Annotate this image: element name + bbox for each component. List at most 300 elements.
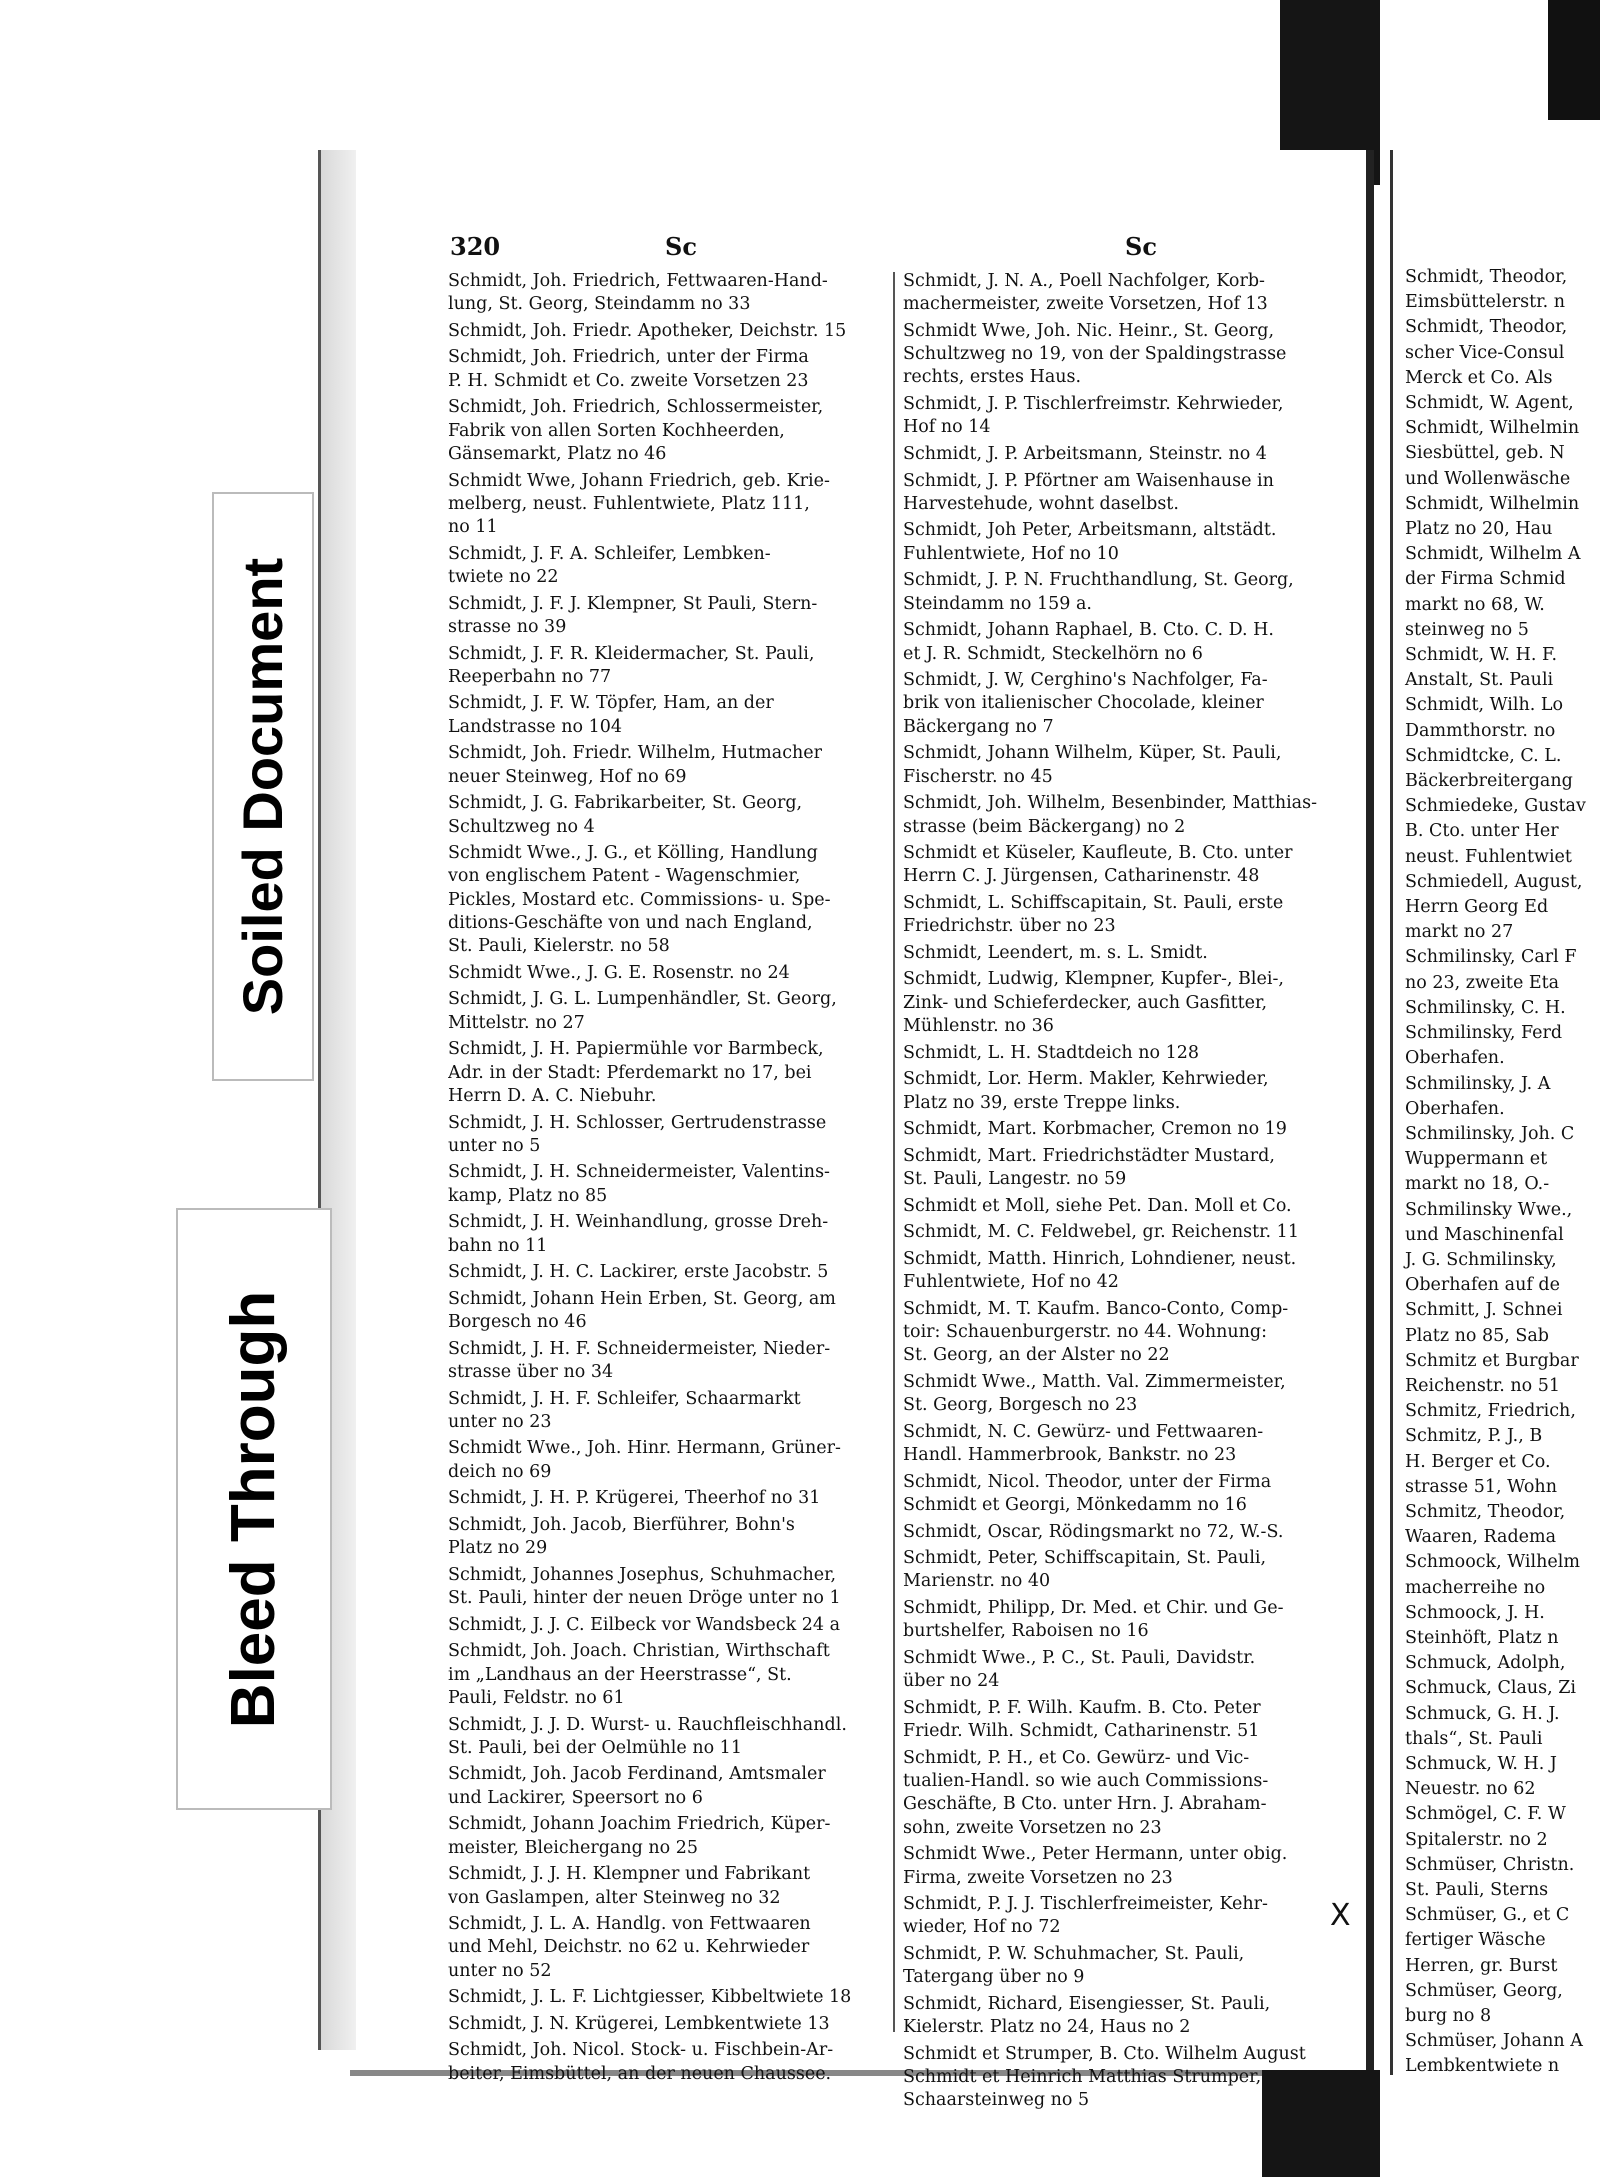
right-page-line: Schmoock, J. H. [1405, 1602, 1545, 1623]
directory-entry [448, 692, 880, 739]
entry-line: neuer Steinweg, Hof no 69 [448, 766, 687, 787]
right-page-line: Schmidt, W. Agent, [1405, 393, 1574, 414]
directory-entry [903, 968, 1343, 1038]
entry-line: Schmidt, Joh. Friedrich, Schlossermeister, [448, 397, 824, 418]
right-page-line: der Firma Schmid [1405, 569, 1566, 590]
directory-entry [903, 892, 1343, 939]
entry-line: und Lackirer, Speersort no 6 [448, 1787, 703, 1808]
entry-line: Schmidt, J. H. F. Schleifer, Schaarmarkt [448, 1388, 801, 1409]
directory-entry [448, 1388, 880, 1435]
right-page-line: Schmitt, J. Schnei [1405, 1300, 1563, 1321]
directory-entry [903, 619, 1343, 666]
directory-entry [448, 1763, 880, 1810]
entry-line: Schmidt, Johannes Josephus, Schuhmacher, [448, 1564, 837, 1585]
directory-entry [448, 1038, 880, 1108]
entry-line: unter no 23 [448, 1411, 552, 1432]
entry-line: St. Pauli, hinter der neuen Dröge unter no 1 [448, 1588, 841, 1609]
entry-line: Schmidt et Küseler, Kaufleute, B. Cto. unter [903, 843, 1293, 864]
right-page-line: Lembkentwiete n [1405, 2056, 1560, 2077]
entry-line: strasse über no 34 [448, 1362, 614, 1382]
entry-line: Schmidt, Joh. Jacob, Bierführer, Bohn's [448, 1514, 795, 1535]
directory-entry [903, 792, 1343, 839]
entry-line: Schmidt, Nicol. Theodor, unter der Firma [903, 1471, 1272, 1492]
right-page-line: Schmüser, Johann A [1405, 2031, 1583, 2052]
entry-line: Schmidt, P. F. Wilh. Kaufm. B. Cto. Peter [903, 1697, 1261, 1718]
directory-entry [448, 1288, 880, 1335]
directory-entry [903, 1521, 1343, 1544]
directory-entry [448, 1913, 880, 1983]
directory-entry [448, 396, 880, 466]
entry-line: Kielerstr. Platz no 24, Haus no 2 [903, 2017, 1191, 2038]
right-page-line: Schmidt, Wilhelmin [1405, 493, 1580, 514]
entry-line: toir: Schauenburgerstr. no 44. Wohnung: [903, 1322, 1268, 1342]
directory-entry [448, 1261, 880, 1284]
entry-line: Schmidt, J. H. Schlosser, Gertrudenstrasse [448, 1112, 827, 1133]
bleed-through-label: Bleed Through [219, 1290, 289, 1728]
right-page-line: Schmuck, Adolph, [1405, 1653, 1566, 1674]
book-edge-top-right [1548, 0, 1600, 120]
entry-line: Handl. Hammerbrook, Bankstr. no 23 [903, 1445, 1237, 1466]
entry-line: Schmidt, Johann Raphael, B. Cto. C. D. H. [903, 620, 1274, 641]
entry-line: Schmidt, Joh. Joach. Christian, Wirthschaft [448, 1641, 830, 1662]
entry-line: Schmidt, J. H. P. Krügerei, Theerhof no 31 [448, 1488, 821, 1509]
entry-line: St. Georg, Borgesch no 23 [903, 1395, 1138, 1416]
entry-line: von englischem Patent - Wagenschmier, [448, 866, 801, 887]
entry-line: Schmidt, J. W, Cerghino's Nachfolger, Fa- [903, 670, 1268, 691]
right-page-line: Schmidt, Wilhelm A [1405, 544, 1581, 565]
entry-line: Schmidt, Lor. Herm. Makler, Kehrwieder, [903, 1069, 1269, 1090]
entry-line: no 11 [448, 517, 498, 538]
directory-entry [448, 1564, 880, 1611]
entry-line: Schmidt, J. G. Fabrikarbeiter, St. Georg, [448, 793, 803, 814]
right-page-line: J. G. Schmilinsky, [1405, 1249, 1557, 1270]
right-page-line: Oberhafen auf de [1405, 1275, 1560, 1296]
directory-entry [903, 1747, 1343, 1840]
entry-line: Schmidt, J. N. A., Poell Nachfolger, Korb- [903, 271, 1265, 291]
right-page-line: Schmitz, Friedrich, [1405, 1401, 1576, 1422]
entry-line: Mittelstr. no 27 [448, 1012, 585, 1033]
directory-entry [903, 1547, 1343, 1594]
directory-entry [448, 2013, 880, 2036]
entry-line: Schmidt, J. P. Tischlerfreimstr. Kehrwieder, [903, 394, 1284, 415]
entry-line: Schmidt, M. T. Kaufm. Banco-Conto, Comp- [903, 1298, 1289, 1319]
entry-line: Schmidt, Joh. Friedr. Wilhelm, Hutmacher [448, 743, 822, 764]
entry-line: Schmidt et Moll, siehe Pet. Dan. Moll et Co. [903, 1195, 1292, 1216]
entry-line: lung, St. Georg, Steindamm no 33 [448, 294, 751, 315]
directory-entry [903, 1647, 1343, 1694]
directory-entry [903, 2043, 1343, 2113]
right-page-line: Schmiedell, August, [1405, 871, 1583, 892]
directory-entry [448, 346, 880, 393]
entry-line: Schmidt, J. P. N. Fruchthandlung, St. Georg, [903, 570, 1294, 591]
entry-line: Schmidt, Philipp, Dr. Med. et Chir. und Ge- [903, 1598, 1284, 1619]
right-page-line: Schmilinsky Wwe., [1405, 1199, 1573, 1220]
right-page-line: no 23, zweite Eta [1405, 972, 1560, 993]
right-page-line: Bäckerbreitergang [1405, 771, 1573, 792]
directory-entry [448, 470, 880, 540]
entry-line: Reeperbahn no 77 [448, 666, 612, 687]
entry-line: Schmidt, Johann Hein Erben, St. Georg, am [448, 1288, 836, 1309]
directory-entry [903, 1471, 1343, 1518]
directory-entry [903, 270, 1343, 317]
entry-line: St. Pauli, bei der Oelmühle no 11 [448, 1737, 742, 1758]
entry-line: strasse no 39 [448, 616, 567, 637]
entry-line: St. Pauli, Langestr. no 59 [903, 1169, 1127, 1190]
directory-entry [903, 1042, 1343, 1065]
directory-entry [903, 1943, 1343, 1990]
entry-line: Schmidt, L. Schiffscapitain, St. Pauli, erste [903, 892, 1284, 913]
directory-entry [903, 669, 1343, 739]
entry-line: Friedr. Wilh. Schmidt, Catharinenstr. 51 [903, 1721, 1260, 1742]
entry-line: Pickles, Mostard etc. Commissions- u. Spe- [448, 889, 831, 910]
entry-line: Schmidt, Joh. Jacob Ferdinand, Amtsmaler [448, 1764, 826, 1785]
right-page-line: Schmitz et Burgbar [1405, 1350, 1579, 1371]
directory-entry [448, 1986, 880, 2009]
entry-line: et J. R. Schmidt, Steckelhörn no 6 [903, 643, 1203, 664]
soiled-document-label: Soiled Document [231, 557, 295, 1016]
entry-line: Schmidt et Strumper, B. Cto. Wilhelm August [903, 2043, 1306, 2064]
column-heading-right: Sc [1125, 232, 1157, 261]
entry-line: Hof no 14 [903, 417, 991, 438]
entry-line: Schmidt, Peter, Schiffscapitain, St. Pauli, [903, 1548, 1267, 1569]
right-page-line: Steinhöft, Platz n [1405, 1627, 1559, 1648]
entry-line: Fabrik von allen Sorten Kochheerden, [448, 420, 785, 441]
right-page-line: St. Pauli, Sterns [1405, 1880, 1549, 1900]
entry-line: Schmidt, Joh. Wilhelm, Besenbinder, Matthias- [903, 793, 1318, 814]
entry-line: Schmidt et Georgi, Mönkedamm no 16 [903, 1494, 1247, 1515]
directory-entry [903, 1195, 1343, 1218]
entry-line: Adr. in der Stadt: Pferdemarkt no 17, bei [448, 1062, 812, 1083]
directory-entry [448, 742, 880, 789]
right-page-line: Neuestr. no 62 [1405, 1779, 1536, 1800]
entry-line: Gänsemarkt, Platz no 46 [448, 443, 667, 464]
directory-entry [448, 2039, 880, 2086]
right-page-line: Oberhafen. [1405, 1098, 1505, 1119]
directory-entry [903, 1221, 1343, 1244]
right-page-line: markt no 68, W. [1405, 594, 1545, 615]
right-page-line: Spitalerstr. no 2 [1405, 1829, 1548, 1850]
entry-line: burtshelfer, Raboisen no 16 [903, 1621, 1149, 1642]
right-page-line: Dammthorstr. no [1405, 720, 1556, 741]
entry-line: St. Pauli, Kielerstr. no 58 [448, 936, 670, 957]
right-page-line: Schmidt, Theodor, [1405, 267, 1568, 287]
bleed-through-tag [176, 1208, 332, 1810]
right-page-line: Schmidt, W. H. F. [1405, 645, 1558, 666]
entry-line: wieder, Hof no 72 [903, 1917, 1061, 1938]
entry-line: Schmidt, P. W. Schuhmacher, St. Pauli, [903, 1943, 1245, 1964]
directory-column-right-page [1405, 265, 1600, 2080]
entry-line: Schmidt, J. F. R. Kleidermacher, St. Pauli, [448, 643, 815, 664]
directory-entry [903, 842, 1343, 889]
directory-entry [903, 1118, 1343, 1141]
right-page-line: markt no 18, O.- [1405, 1174, 1550, 1195]
directory-entry [448, 543, 880, 590]
entry-line: im „Landhaus an der Heerstrasse“, St. [448, 1664, 792, 1685]
right-page-line: Anstalt, St. Pauli [1405, 670, 1554, 691]
directory-entry [903, 1068, 1343, 1115]
directory-entry [903, 1597, 1343, 1644]
entry-line: Firma, zweite Vorsetzen no 23 [903, 1867, 1173, 1888]
directory-entry [903, 519, 1343, 566]
directory-entry [448, 1437, 880, 1484]
directory-entry [903, 393, 1343, 440]
right-page-line: thals“, St. Pauli [1405, 1728, 1543, 1749]
entry-line: Schmidt, J. J. H. Klempner und Fabrikant [448, 1864, 811, 1885]
entry-line: Schmidt, J. F. A. Schleifer, Lembken- [448, 543, 771, 564]
entry-line: Herrn D. A. C. Niebuhr. [448, 1085, 657, 1106]
right-page-line: Schmidt, Wilhelmin [1405, 418, 1580, 439]
entry-line: bahn no 11 [448, 1235, 548, 1256]
entry-line: Harvestehude, wohnt daselbst. [903, 493, 1179, 514]
entry-line: Schmidt, J. J. C. Eilbeck vor Wandsbeck 24 a [448, 1614, 841, 1635]
right-page-line: fertiger Wäsche [1405, 1930, 1546, 1951]
right-page-line: Herren, gr. Burst [1405, 1955, 1558, 1976]
right-page-line: scher Vice-Consul [1405, 342, 1565, 363]
entry-line: Schmidt, Oscar, Rödingsmarkt no 72, W.-S. [903, 1521, 1284, 1542]
directory-entry [903, 1421, 1343, 1468]
right-page-line: Wuppermann et [1405, 1149, 1548, 1170]
directory-entry [448, 1161, 880, 1208]
right-page-line: Schmüser, Georg, [1405, 1980, 1563, 2001]
entry-line: Schmidt Wwe., P. C., St. Pauli, Davidstr. [903, 1647, 1256, 1668]
directory-entry [448, 1714, 880, 1761]
entry-line: Schmidt, P. H., et Co. Gewürz- und Vic- [903, 1747, 1250, 1768]
entry-line: P. H. Schmidt et Co. zweite Vorsetzen 23 [448, 370, 809, 391]
directory-column-middle [903, 270, 1343, 2116]
directory-column-left [448, 270, 880, 2089]
directory-entry [903, 1893, 1343, 1940]
column-heading-left: Sc [665, 232, 697, 261]
entry-line: Schmidt Wwe., Peter Hermann, unter obig. [903, 1844, 1288, 1865]
entry-line: Schultzweg no 19, von der Spaldingstrasse [903, 344, 1287, 365]
entry-line: Schmidt, J. H. C. Lackirer, erste Jacobstr. 5 [448, 1262, 829, 1283]
directory-entry [448, 842, 880, 958]
entry-line: Schmidt, L. H. Stadtdeich no 128 [903, 1042, 1199, 1063]
entry-line: Schultzweg no 4 [448, 816, 595, 837]
directory-entry [448, 1112, 880, 1159]
right-page-line: Waaren, Radema [1405, 1527, 1557, 1548]
right-page-line: Schmüser, G., et C [1405, 1905, 1570, 1926]
directory-entry [448, 643, 880, 690]
entry-line: Schmidt, Joh Peter, Arbeitsmann, altstädt. [903, 520, 1277, 541]
entry-line: Schaarsteinweg no 5 [903, 2090, 1090, 2111]
entry-line: unter no 5 [448, 1135, 541, 1156]
right-page-line: Schmidtcke, C. L. [1405, 745, 1562, 766]
entry-line: Schmidt Wwe., J. G., et Kölling, Handlung [448, 843, 818, 864]
column-divider [893, 272, 895, 2032]
soiled-document-tag [212, 492, 314, 1081]
entry-line: machermeister, zweite Vorsetzen, Hof 13 [903, 294, 1268, 315]
right-page-line: Schmögel, C. F. W [1405, 1804, 1566, 1825]
entry-line: strasse (beim Bäckergang) no 2 [903, 816, 1186, 837]
entry-line: Fischerstr. no 45 [903, 766, 1053, 787]
directory-entry [448, 270, 880, 317]
entry-line: Bäckergang no 7 [903, 716, 1054, 737]
entry-line: Schmidt, J. H. Papiermühle vor Barmbeck, [448, 1039, 824, 1060]
entry-line: Schmidt Wwe, Joh. Nic. Heinr., St. Georg, [903, 320, 1275, 341]
directory-entry [448, 1813, 880, 1860]
right-page-line: Schmüser, Christn. [1405, 1854, 1575, 1875]
entry-line: Herrn C. J. Jürgensen, Catharinenstr. 48 [903, 866, 1260, 887]
entry-line: Schmidt, J. H. Weinhandlung, grosse Dreh- [448, 1212, 829, 1233]
right-page-line: Schmoock, Wilhelm [1405, 1552, 1580, 1573]
directory-entry [903, 470, 1343, 517]
right-page-line: Schmiedeke, Gustav [1405, 796, 1586, 817]
entry-line: kamp, Platz no 85 [448, 1185, 608, 1206]
right-page-line: burg no 8 [1405, 2006, 1492, 2027]
right-page-line: Schmidt, Theodor, [1405, 317, 1568, 338]
entry-line: rechts, erstes Haus. [903, 367, 1082, 388]
directory-entry [448, 1640, 880, 1710]
entry-line: Steindamm no 159 a. [903, 593, 1092, 614]
entry-line: meister, Bleichergang no 25 [448, 1837, 698, 1858]
directory-entry [903, 1145, 1343, 1192]
entry-line: Schmidt, J. H. F. Schneidermeister, Nieder- [448, 1338, 831, 1359]
directory-entry [903, 1993, 1343, 2040]
entry-line: Landstrasse no 104 [448, 716, 622, 737]
entry-line: Schmidt, J. J. D. Wurst- u. Rauchfleischhandl. [448, 1714, 847, 1735]
entry-line: Schmidt, Matth. Hinrich, Lohndiener, neust. [903, 1248, 1297, 1269]
entry-line: Zink- und Schieferdecker, auch Gasfitter, [903, 992, 1268, 1013]
right-page-line: und Maschinenfal [1405, 1224, 1564, 1245]
right-page-line: strasse 51, Wohn [1405, 1476, 1557, 1497]
directory-entry [903, 1248, 1343, 1295]
entry-line: Schmidt Wwe., J. G. E. Rosenstr. no 24 [448, 962, 790, 983]
page-header [450, 232, 1350, 268]
directory-entry [903, 443, 1343, 466]
right-page-line: markt no 27 [1405, 922, 1514, 943]
entry-line: beiter, Eimsbüttel, an der neuen Chaussee. [448, 2063, 832, 2084]
directory-entry [903, 942, 1343, 965]
right-page-line: Merck et Co. Als [1405, 367, 1553, 388]
right-page-line: und Wollenwäsche [1405, 468, 1571, 489]
right-page-line: Schmilinsky, Joh. C [1405, 1123, 1575, 1144]
entry-line: Schmidt, J. L. F. Lichtgiesser, Kibbeltwiete 18 [448, 1987, 852, 2008]
entry-line: Schmidt, Mart. Korbmacher, Cremon no 19 [903, 1119, 1287, 1140]
entry-line: Fuhlentwiete, Hof no 10 [903, 543, 1119, 564]
entry-line: Schmidt, P. J. J. Tischlerfreimeister, Kehr- [903, 1894, 1268, 1915]
entry-line: Schmidt, Johann Wilhelm, Küper, St. Pauli, [903, 743, 1282, 764]
directory-entry [448, 320, 880, 343]
entry-line: Schmidt, Ludwig, Klempner, Kupfer-, Blei-, [903, 969, 1284, 990]
directory-entry [448, 1211, 880, 1258]
right-page-line: Schmilinsky, J. A [1405, 1073, 1551, 1094]
directory-entry [903, 1697, 1343, 1744]
right-page-line: Schmitz, Theodor, [1405, 1501, 1566, 1522]
directory-entry [448, 988, 880, 1035]
entry-line: Schmidt, J. N. Krügerei, Lembkentwiete 13 [448, 2013, 830, 2034]
entry-line: Platz no 29 [448, 1538, 548, 1559]
entry-line: sohn, zweite Vorsetzen no 23 [903, 1817, 1162, 1838]
entry-line: Schmidt, Joh. Friedrich, unter der Firma [448, 347, 809, 368]
right-page-line: Schmilinsky, C. H. [1405, 997, 1566, 1018]
right-page-line: macherreihe no [1405, 1577, 1546, 1598]
entry-line: Schmidt, J. L. A. Handlg. von Fettwaaren [448, 1914, 811, 1935]
right-page-line: Eimsbüttelerstr. n [1405, 292, 1566, 313]
entry-line: Schmidt, Joh. Nicol. Stock- u. Fischbein-Ar- [448, 2040, 834, 2061]
directory-entry [903, 1371, 1343, 1418]
entry-line: Schmidt Wwe., Matth. Val. Zimmermeister, [903, 1371, 1286, 1392]
right-page-line: Schmitz, P. J., B [1405, 1426, 1543, 1447]
entry-line: St. Georg, an der Alster no 22 [903, 1345, 1170, 1366]
entry-line: Schmidt, J. H. Schneidermeister, Valentins- [448, 1162, 830, 1183]
right-page-line: neust. Fuhlentwiet [1405, 846, 1572, 867]
entry-line: Schmidt, Joh. Friedrich, Fettwaaren-Hand- [448, 271, 828, 291]
entry-line: Schmidt, Mart. Friedrichstädter Mustard, [903, 1145, 1275, 1166]
right-page-line: Platz no 20, Hau [1405, 519, 1553, 540]
directory-entry [903, 1298, 1343, 1368]
entry-line: Schmidt, J. F. J. Klempner, St Pauli, Stern- [448, 593, 818, 614]
right-page-line: Schmidt, Wilh. Lo [1405, 695, 1564, 716]
right-page-line: Herrn Georg Ed [1405, 897, 1549, 918]
entry-line: Schmidt, J. P. Arbeitsmann, Steinstr. no 4 [903, 443, 1267, 464]
directory-entry [448, 593, 880, 640]
directory-entry [903, 1843, 1343, 1890]
entry-line: Schmidt, M. C. Feldwebel, gr. Reichenstr. 11 [903, 1222, 1299, 1243]
right-page-line: B. Cto. unter Her [1405, 821, 1559, 842]
right-page-line: Oberhafen. [1405, 1048, 1505, 1069]
entry-line: Schmidt et Heinrich Matthias Strumper, [903, 2067, 1262, 2088]
right-page-line: H. Berger et Co. [1405, 1451, 1551, 1472]
directory-entry [448, 1863, 880, 1910]
page-number: 320 [450, 232, 501, 261]
entry-line: melberg, neust. Fuhlentwiete, Platz 111, [448, 493, 810, 514]
right-page-line: Reichenstr. no 51 [1405, 1375, 1561, 1396]
entry-line: Schmidt, J. P. Pförtner am Waisenhause in [903, 470, 1274, 491]
right-page-line: Schmilinsky, Carl F [1405, 947, 1577, 968]
entry-line: brik von italienischer Chocolade, kleiner [903, 693, 1264, 714]
right-page-line: Platz no 85, Sab [1405, 1325, 1550, 1346]
entry-line: Schmidt, J. G. L. Lumpenhändler, St. Georg, [448, 989, 837, 1010]
directory-entry [448, 792, 880, 839]
entry-line: Schmidt, Richard, Eisengiesser, St. Pauli, [903, 1993, 1271, 2014]
directory-entry [903, 742, 1343, 789]
entry-line: Pauli, Feldstr. no 61 [448, 1687, 625, 1708]
entry-line: und Mehl, Deichstr. no 62 u. Kehrwieder [448, 1937, 810, 1958]
entry-line: Fuhlentwiete, Hof no 42 [903, 1272, 1119, 1293]
entry-line: ditions-Geschäfte von und nach England, [448, 912, 813, 933]
entry-line: Marienstr. no 40 [903, 1571, 1051, 1592]
directory-entry [448, 1338, 880, 1385]
entry-line: Schmidt, J. F. W. Töpfer, Ham, an der [448, 693, 774, 714]
right-page-line: Schmuck, W. H. J [1405, 1753, 1557, 1774]
right-page-line: Siesbüttel, geb. N [1405, 443, 1565, 464]
entry-line: von Gaslampen, alter Steinweg no 32 [448, 1887, 781, 1908]
directory-entry [448, 1487, 880, 1510]
right-page-line: Schmuck, G. H. J. [1405, 1703, 1560, 1724]
entry-line: Geschäfte, B Cto. unter Hrn. J. Abraham- [903, 1794, 1267, 1815]
entry-line: Mühlenstr. no 36 [903, 1016, 1054, 1037]
entry-line: Friedrichstr. über no 23 [903, 916, 1116, 937]
entry-line: Borgesch no 46 [448, 1312, 587, 1333]
entry-line: Schmidt, Joh. Friedr. Apotheker, Deichstr. 15 [448, 320, 847, 341]
entry-line: deich no 69 [448, 1461, 552, 1482]
directory-entry [448, 1614, 880, 1637]
right-page-line: Schmilinsky, Ferd [1405, 1023, 1563, 1044]
directory-entry [903, 320, 1343, 390]
right-page-line: Schmuck, Claus, Zi [1405, 1678, 1577, 1699]
entry-line: unter no 52 [448, 1960, 552, 1981]
directory-entry [448, 962, 880, 985]
directory-entry [448, 1514, 880, 1561]
directory-entry [903, 569, 1343, 616]
entry-line: Schmidt Wwe., Joh. Hinr. Hermann, Grüner- [448, 1438, 841, 1459]
entry-line: Platz no 39, erste Treppe links. [903, 1092, 1181, 1113]
entry-line: twiete no 22 [448, 567, 559, 588]
right-page-line: steinweg no 5 [1405, 619, 1529, 640]
entry-line: Schmidt, Leendert, m. s. L. Smidt. [903, 942, 1208, 963]
entry-line: Schmidt, N. C. Gewürz- und Fettwaaren- [903, 1421, 1264, 1442]
